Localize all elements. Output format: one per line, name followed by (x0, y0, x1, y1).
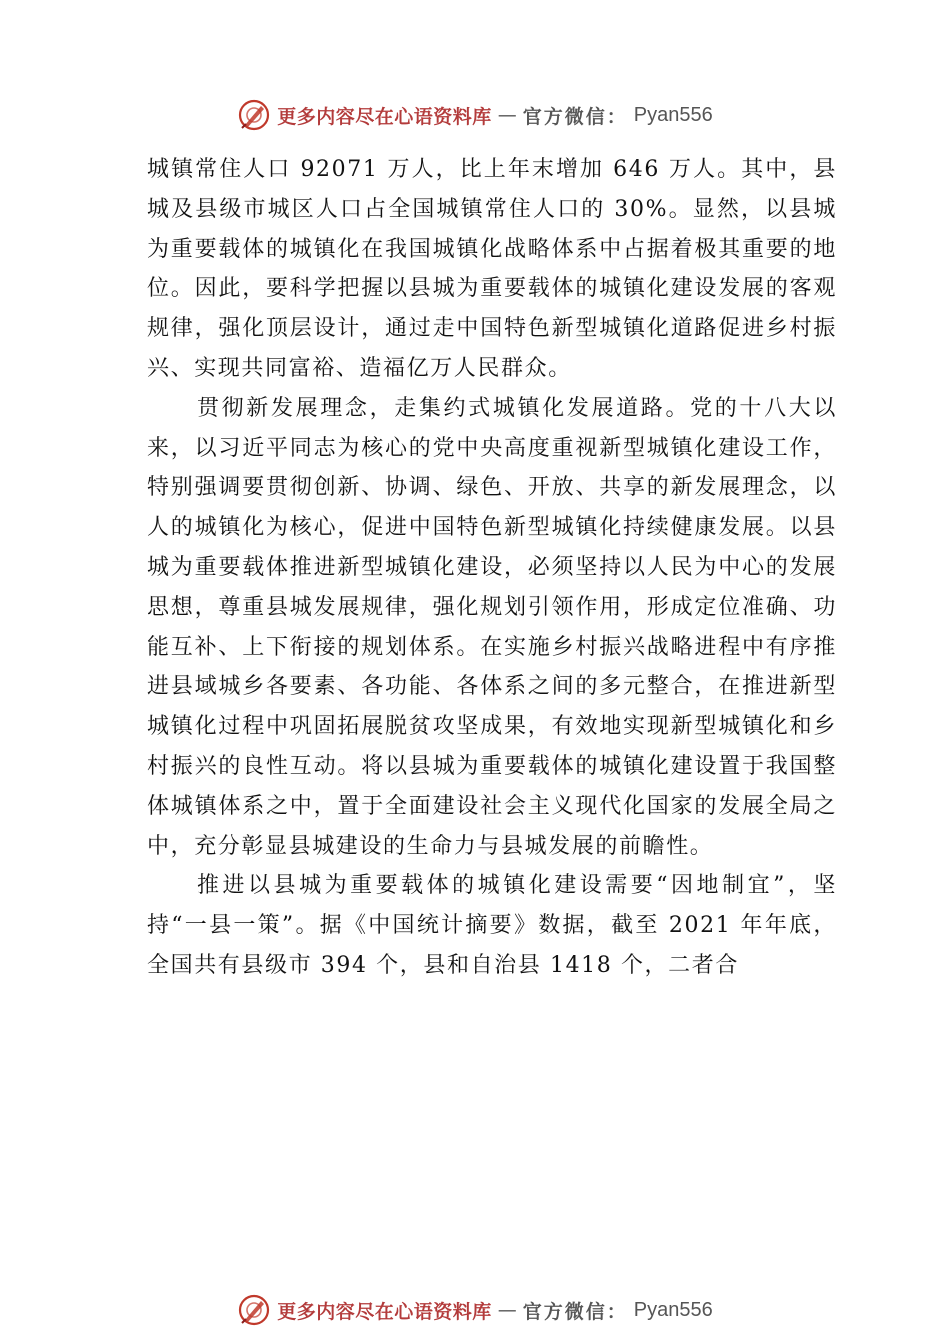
watermark-subtitle: 官方微信： (522, 105, 628, 128)
watermark-dash: — (497, 104, 517, 126)
footer-watermark (0, 1292, 950, 1328)
paragraph-3: 推进以县城为重要载体的城镇化建设需要“因地制宜”，坚持“一县一策”。据《中国统计摘要》数据，截至 2021 年年底，全国共有县级市 394 个，县和自治县 1418 个，二者合 (147, 873, 837, 978)
watermark-dash: — (497, 1299, 517, 1321)
brand-logo-icon (237, 98, 271, 132)
brand-logo-icon (237, 1293, 271, 1327)
watermark-title: 更多内容尽在心语资料库 (277, 1300, 492, 1323)
paragraph-2: 贯彻新发展理念，走集约式城镇化发展道路。党的十八大以来，以习近平同志为核心的党中央高度重视新型城镇化建设工作，特别强调要贯彻创新、协调、绿色、开放、共享的新发展理念，以人的城镇化为核心，促进中国特色新型城镇化持续健康发展。以县城为重要载体推进新型城镇化建设，必须坚持以人民为中心的发展思想，尊重县城发展规律，强化规划引领作用，形成定位准确、功能互补、上下衔接的规划体系。在实施乡村振兴战略进程中有序推进县域城乡各要素、各功能、各体系之间的多元整合，在推进新型城镇化过程中巩固拓展脱贫攻坚成果，有效地实现新型城镇化和乡村振兴的良性互动。将以县城为重要载体的城镇化建设置于我国整体城镇体系之中，置于全面建设社会主义现代化国家的发展全局之中，充分彰显县城建设的生命力与县城发展的前瞻性。 (147, 395, 837, 859)
paragraph-1: 城镇常住人口 92071 万人，比上年末增加 646 万人。其中，县城及县级市城区人口占全国城镇常住人口的 30%。显然，以县城为重要载体的城镇化在我国城镇化战略体系中占据着极其重要的地位。因此，要科学把握以县城为重要载体的城镇化建设发展的客观规律，强化顶层设计，通过走中国特色新型城镇化道路促进乡村振兴、实现共同富裕、造福亿万人民群众。 (147, 157, 837, 381)
header-watermark (0, 97, 950, 133)
watermark-title: 更多内容尽在心语资料库 (277, 105, 492, 128)
document-body (147, 150, 837, 986)
watermark-wechat-id: Pyan556 (633, 1298, 713, 1321)
watermark-subtitle: 官方微信： (522, 1300, 628, 1323)
watermark-wechat-id: Pyan556 (633, 103, 713, 126)
